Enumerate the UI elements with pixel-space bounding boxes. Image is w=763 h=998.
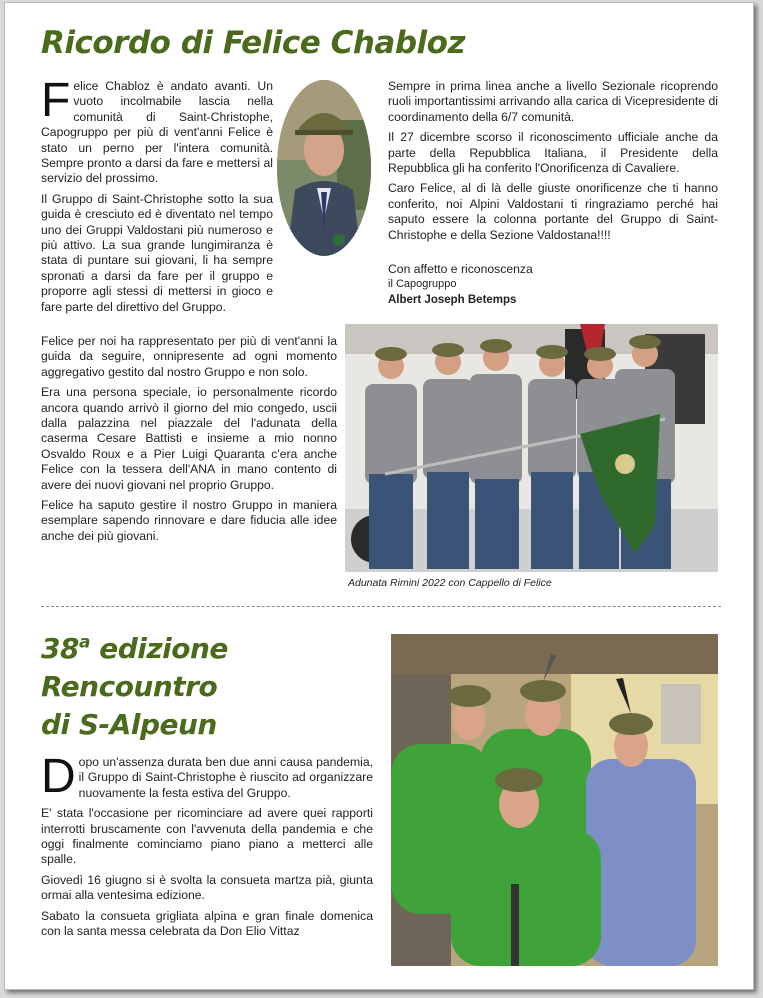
magazine-page <box>4 2 754 990</box>
title-line-1: 38$^a$ edizione <box>41 632 228 665</box>
article2-paragraph-1: Dopo un'assenza durata ben due anni causa pandemia, il Gruppo di Saint-Christophe è riuscito ad organizzare nuovamente la festa estiva del Gruppo. <box>41 750 373 803</box>
group-photo-adunata <box>345 324 718 572</box>
section-separator <box>41 606 721 607</box>
article1-paragraph-5: Felice ha saputo gestire il nostro Gruppo in maniera esemplare sapendo rinnovare e dare fiducia alle idee anche dei più giovani. <box>41 498 337 543</box>
article1-right-column <box>388 79 718 308</box>
title-line-2: Rencountro <box>41 670 218 703</box>
article1-left-column <box>41 74 273 320</box>
signature-role: il Capogruppo <box>388 278 457 291</box>
article2-paragraph-4: Sabato la consueta grigliata alpina e gran finale domenica con la santa messa celebrata da Don Elio Vittaz <box>41 908 373 939</box>
article2-paragraph-2: E' stata l'occasione per ricominciare ad avere quei rapporti interrotti bruscamente con l'avvenuta della pandemia e che oggi finalmente cominciamo piano piano a metterci alle spalle. <box>41 806 373 867</box>
title-line-3: di S-Alpeun <box>41 708 217 741</box>
article2-paragraph-3: Giovedì 16 giugno si è svolta la consueta martza pià, giunta ormai alla ventesima edizione. <box>41 872 373 903</box>
signature-name: Albert Joseph Betemps <box>388 293 517 306</box>
article1-paragraph-3: Felice per noi ha rappresentato per più di vent'anni la guida da seguire, onnipresente ad ogni momento aggregativo gestito dal nostro Gruppo e non solo. <box>41 334 337 379</box>
drop-cap-d: D <box>41 750 76 803</box>
festival-photo-alpini <box>391 634 718 966</box>
portrait-photo-felice <box>277 80 371 256</box>
article2-column <box>41 750 373 944</box>
article1-paragraph-2: Il Gruppo di Saint-Christophe sotto la sua guida è cresciuto ed è diventato nel tempo uno dei Gruppi Valdostani più numeroso e più attivo. La sua grande lungimiranza è stata di puntare sui giovani, li ha sempre spronati a darsi da fare per il gruppo e proporre agli stessi di mettersi in gioco e fare parte del direttivo del Gruppo. <box>41 191 273 314</box>
article1-paragraph-4: Era una persona speciale, io personalmente ricordo ancora quando arrivò il giorno del mio congedo, uscii dalla palazzina nel piazzale del l'adunata della caserma Cesare Battisti e insieme a mio nonno Osvaldo Roux e a Pier Luigi Quaranta c'era anche Felice con la tessera dell'ANA in mano contento di avere dei nuovi giovani nel proprio Gruppo. <box>41 385 337 492</box>
article1-paragraph-7: Il 27 dicembre scorso il riconoscimento ufficiale anche da parte della Repubblica Italiana, il Presidente della Repubblica gli ha conferito l'Onorificenza di Cavaliere. <box>388 130 718 176</box>
article1-paragraph-8: Caro Felice, al di là delle giuste onorificenze che ti hanno conferito, noi Alpini Valdostani ti ringraziamo perché hai saputo essere la colonna portante del Gruppo di Saint-Christophe e della Sezione Valdostana!!!! <box>388 181 718 242</box>
article-title-rencountro <box>41 630 228 744</box>
signature-greeting: Con affetto e riconoscenza <box>388 262 533 277</box>
drop-cap-f: F <box>41 74 71 127</box>
article1-paragraph-1: Felice Chabloz è andato avanti. Un vuoto incolmabile lascia nella comunità di Saint-Christophe, Capogruppo per più di vent'anni Felice è stato un perno per l'intera comunità. Sempre pronto a darsi da fare e mettersi al servizio del prossimo. <box>41 74 273 186</box>
article-title-felice: Ricordo di Felice Chabloz <box>41 25 465 61</box>
group-photo-caption: Adunata Rimini 2022 con Cappello di Felice <box>348 577 552 589</box>
article1-paragraph-6: Sempre in prima linea anche a livello Sezionale ricoprendo ruoli importantissimi arrivando alla carica di Vicepresidente di coordinamento della 6/7 comunità. <box>388 79 718 124</box>
article1-left-column-lower <box>41 334 337 549</box>
